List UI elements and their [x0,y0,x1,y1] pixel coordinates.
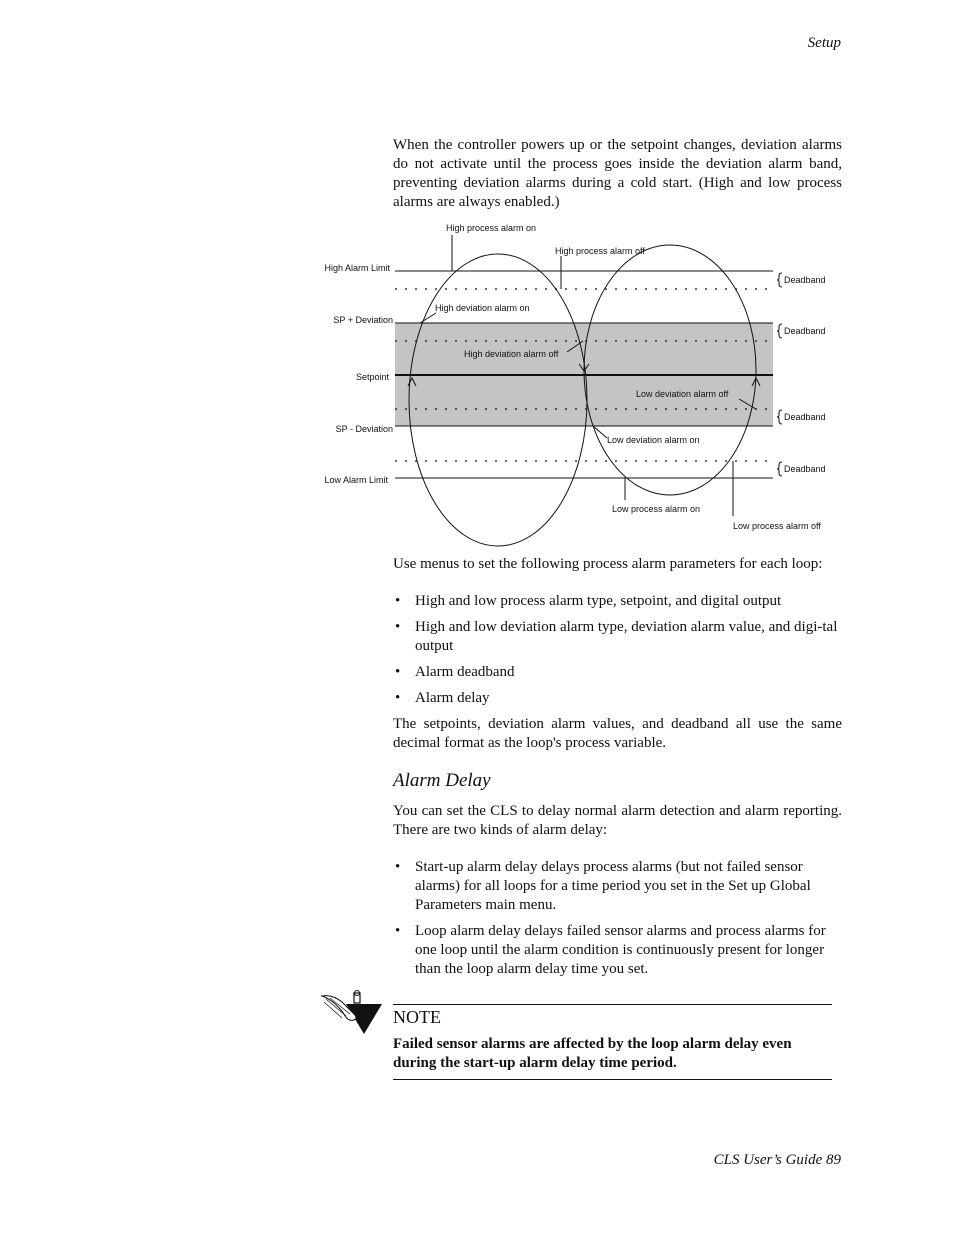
deviation-alarm-diagram [0,0,954,560]
bullet-icon: • [395,664,401,680]
label-low-alarm-limit: Low Alarm Limit [324,475,388,485]
list-item: • Alarm delay [395,690,490,706]
label-low-process-alarm-off: Low process alarm off [733,521,821,531]
list-item: • High and low deviation alarm type, deviation alarm value, and digi-tal output [395,619,838,654]
label-low-process-alarm-on: Low process alarm on [612,504,701,514]
note-body: Failed sensor alarms are affected by the loop alarm delay even during the start-up alarm delay time period. [393,1036,792,1071]
section-heading: Alarm Delay [393,770,491,791]
brace-icon [777,273,782,287]
alarm-delay-list [393,858,842,986]
label-deadband-2: Deadband [784,326,826,336]
menus-intro-paragraph: Use menus to set the following process alarm parameters for each loop: [393,556,823,572]
label-high-process-alarm-on: High process alarm on [446,223,537,233]
note-top-rule [393,1004,832,1005]
leader-high-deviation-on [420,313,436,323]
brace-icon [777,324,782,338]
format-paragraph: The setpoints, deviation alarm values, and deadband all use the same decimal format as the loop's process variable. [393,716,842,751]
label-low-deviation-alarm-off: Low deviation alarm off [636,389,729,399]
bullet-icon: • [395,859,401,875]
list-item: • High and low process alarm type, setpoint, and digital output [395,593,782,609]
note-hand-icon [320,990,386,1038]
bullet-icon: • [395,923,401,939]
page-footer: CLS User’s Guide 89 [713,1152,841,1168]
label-high-deviation-alarm-on: High deviation alarm on [435,303,530,313]
label-sp-minus-deviation: SP - Deviation [335,424,393,434]
label-high-process-alarm-off: High process alarm off [555,246,645,256]
brace-icon [777,462,782,476]
list-item: • Alarm deadband [395,664,515,680]
label-deadband-1: Deadband [784,275,826,285]
bullet-icon: • [395,690,401,706]
list-item: • Start-up alarm delay delays process alarms (but not failed sensor alarms) for all loops for a time period you set in the Set up Global Parameters main menu. [395,859,811,913]
running-header: Setup [807,35,841,51]
intro-paragraph: When the controller powers up or the setpoint changes, deviation alarms do not activate until the process goes inside the deviation alarm band, preventing deviation alarms during a cold start. (High and low process alarms are always enabled.) [393,137,842,210]
label-high-deviation-alarm-off: High deviation alarm off [464,349,559,359]
note-title: NOTE [393,1007,441,1027]
label-setpoint: Setpoint [355,372,389,382]
list-item: • Loop alarm delay delays failed sensor alarms and process alarms for one loop until the alarm condition is continuously present for longer than the loop alarm delay time you set. [395,923,826,977]
label-sp-plus-deviation: SP + Deviation [333,315,393,325]
bullet-icon: • [395,593,401,609]
label-deadband-3: Deadband [784,412,826,422]
label-deadband-4: Deadband [784,464,826,474]
note-bottom-rule [393,1079,832,1080]
bullet-icon: • [395,619,401,635]
alarm-delay-intro: You can set the CLS to delay normal alarm detection and alarm reporting. There are two kinds of alarm delay: [393,803,842,838]
parameter-list [393,592,842,715]
label-low-deviation-alarm-on: Low deviation alarm on [607,435,700,445]
brace-icon [777,410,782,424]
label-high-alarm-limit: High Alarm Limit [324,263,390,273]
